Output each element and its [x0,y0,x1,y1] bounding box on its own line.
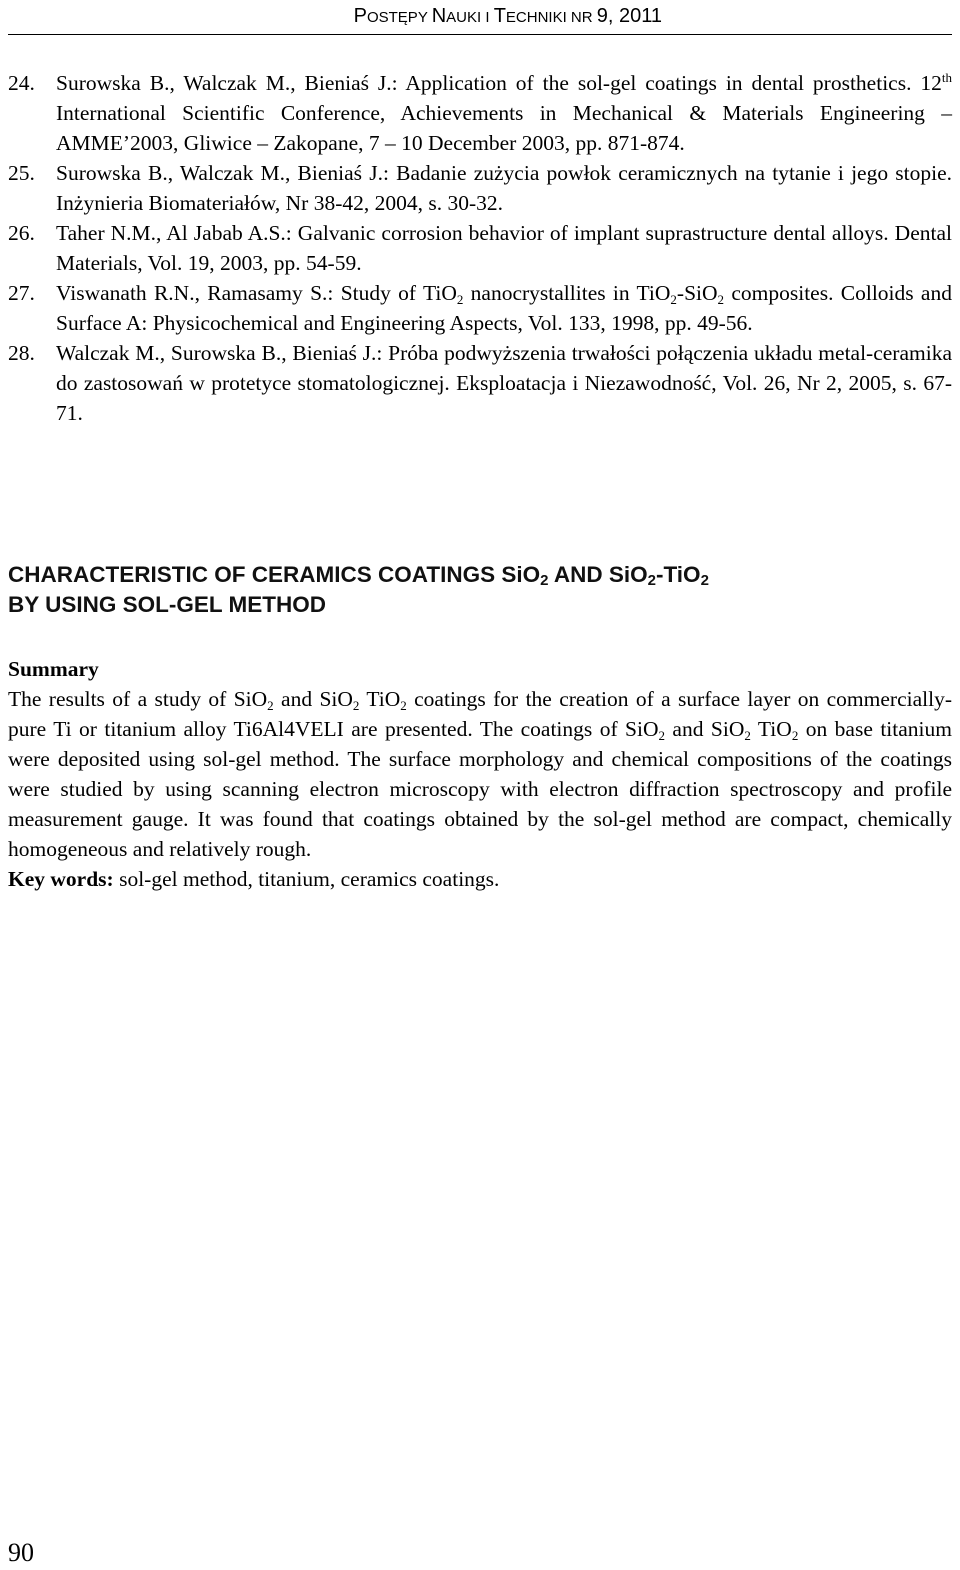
header-rule [8,34,952,35]
reference-text: Surowska B., Walczak M., Bieniaś J.: Badanie zużycia powłok ceramicznych na tytanie i jego stopie. Inżynieria Biomateriałów, Nr 38-42, 2004, s. 30-32. [56,161,952,215]
reference-list [8,68,952,428]
page-number: 90 [8,1538,34,1567]
summary-heading: Summary [8,657,99,681]
reference-text: Viswanath R.N., Ramasamy S.: Study of TiO$_2$ nanocrystallites in TiO$_2$-SiO$_2$ composites. Colloids and Surface A: Physicochemical and Engineering Aspects, Vol. 133, 1998, pp. 49-56. [56,281,952,335]
running-head: POSTĘPY NAUKI I TECHNIKI NR 9, 2011 [353,5,662,27]
reference-25 [8,158,952,218]
title-line-1: CHARACTERISTIC OF CERAMICS COATINGS SiO$_2$ AND SiO$_2$-TiO$_2$ [8,562,709,589]
reference-number: 24. [8,71,35,95]
reference-number: 25. [8,161,35,185]
reference-28 [8,338,952,428]
title-line-2: BY USING SOL-GEL METHOD [8,592,326,617]
english-title [8,560,952,620]
reference-text: Taher N.M., Al Jabab A.S.: Galvanic corrosion behavior of implant suprastructure dental alloys. Dental Materials, Vol. 19, 2003, pp. 54-59. [56,221,952,275]
reference-text: Walczak M., Surowska B., Bieniaś J.: Próba podwyższenia trwałości połączenia układu metal-ceramika do zastosowań w protetyce stomatologicznej. Eksploatacja i Niezawodność, Vol. 26, Nr 2, 2005, s. 67-71. [56,341,952,425]
reference-number: 27. [8,281,35,305]
summary-section [8,654,952,894]
keywords-text: sol-gel method, titanium, ceramics coatings. [113,867,500,891]
reference-24 [8,68,952,158]
reference-27 [8,278,952,338]
reference-text: Surowska B., Walczak M., Bieniaś J.: Application of the sol-gel coatings in dental prosthetics. 12th International Scientific Conference, Achievements in Mechanical & Materials Engineering – AMME’2003, Gliwice – Zakopane, 7 – 10 December 2003, pp. 871-874. [56,70,952,155]
keywords-label: Key words: [8,867,114,891]
reference-number: 26. [8,221,35,245]
keywords [8,864,952,894]
reference-number: 28. [8,341,35,365]
summary-text: The results of a study of SiO$_2$ and SiO$_2$ TiO$_2$ coatings for the creation of a surface layer on commercially-pure Ti or titanium alloy Ti6Al4VELI are presented. The coatings of SiO$_2$ and SiO$_2$ TiO$_2$ on base titanium were deposited using sol-gel method. The surface morphology and chemical compositions of the coatings were studied by using scanning electron microscopy with electron diffraction spectroscopy and profile measurement gauge. It was found that coatings obtained by the sol-gel method are compact, chemically homogeneous and relatively rough. [8,687,952,861]
reference-26 [8,218,952,278]
